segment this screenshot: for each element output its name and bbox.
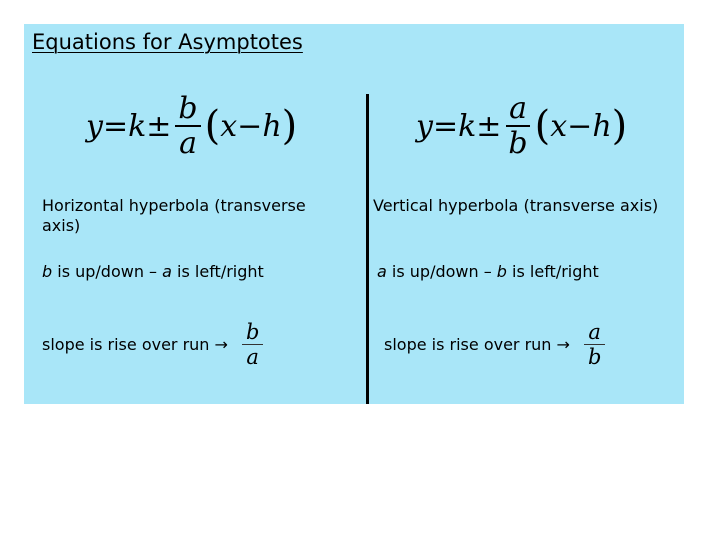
mnemonic-var-2: b bbox=[496, 262, 507, 281]
eq-denominator: b bbox=[508, 126, 528, 161]
mnemonic-mid: is up/down – bbox=[386, 262, 497, 281]
column-divider bbox=[366, 94, 369, 404]
eq-numerator: a bbox=[506, 92, 530, 127]
slope-text: slope is rise over run → bbox=[384, 334, 570, 354]
eq-denominator: a bbox=[179, 126, 197, 161]
eq-fraction bbox=[175, 92, 200, 160]
vertical-slope-line bbox=[384, 320, 605, 369]
eq-lhs: y bbox=[86, 108, 103, 144]
eq-close-paren: ) bbox=[281, 103, 298, 149]
eq-fraction bbox=[505, 92, 530, 160]
eq-plus-minus: ± bbox=[476, 108, 502, 144]
horizontal-hyperbola-heading: Horizontal hyperbola (transverse axis) bbox=[42, 196, 306, 235]
vertical-asymptote-equation bbox=[416, 92, 627, 160]
horizontal-asymptote-equation bbox=[86, 92, 297, 160]
eq-k: k bbox=[128, 108, 147, 144]
eq-equals: = bbox=[432, 108, 459, 144]
mnemonic-mid: is up/down – bbox=[52, 262, 163, 281]
horizontal-mnemonic bbox=[42, 262, 264, 282]
mnemonic-var-2: a bbox=[162, 262, 172, 281]
mnemonic-end: is left/right bbox=[171, 262, 264, 281]
eq-lhs: y bbox=[416, 108, 433, 144]
eq-close-paren: ) bbox=[611, 103, 628, 149]
eq-minus: − bbox=[567, 108, 593, 144]
eq-h: h bbox=[262, 108, 282, 144]
content-panel bbox=[24, 24, 684, 404]
vertical-hyperbola-heading: Vertical hyperbola (transverse axis) bbox=[373, 196, 659, 215]
mnemonic-var-1: b bbox=[42, 262, 53, 281]
slope-numerator: b bbox=[242, 320, 263, 345]
eq-x: x bbox=[550, 108, 568, 144]
eq-minus: − bbox=[237, 108, 263, 144]
eq-x: x bbox=[220, 108, 238, 144]
slope-numerator: a bbox=[584, 320, 605, 345]
slope-fraction bbox=[242, 320, 263, 369]
mnemonic-end: is left/right bbox=[506, 262, 599, 281]
eq-h: h bbox=[592, 108, 612, 144]
eq-open-paren: ( bbox=[204, 103, 221, 149]
eq-k: k bbox=[458, 108, 477, 144]
page-title: Equations for Asymptotes bbox=[32, 30, 303, 54]
vertical-mnemonic bbox=[377, 262, 599, 282]
eq-equals: = bbox=[102, 108, 129, 144]
slope-denominator: b bbox=[587, 345, 602, 370]
mnemonic-var-1: a bbox=[377, 262, 387, 281]
eq-open-paren: ( bbox=[534, 103, 551, 149]
horizontal-slope-line bbox=[42, 320, 263, 369]
slope-text: slope is rise over run → bbox=[42, 334, 228, 354]
slope-denominator: a bbox=[246, 345, 259, 370]
eq-plus-minus: ± bbox=[146, 108, 172, 144]
slope-fraction bbox=[584, 320, 605, 369]
eq-numerator: b bbox=[175, 92, 200, 127]
